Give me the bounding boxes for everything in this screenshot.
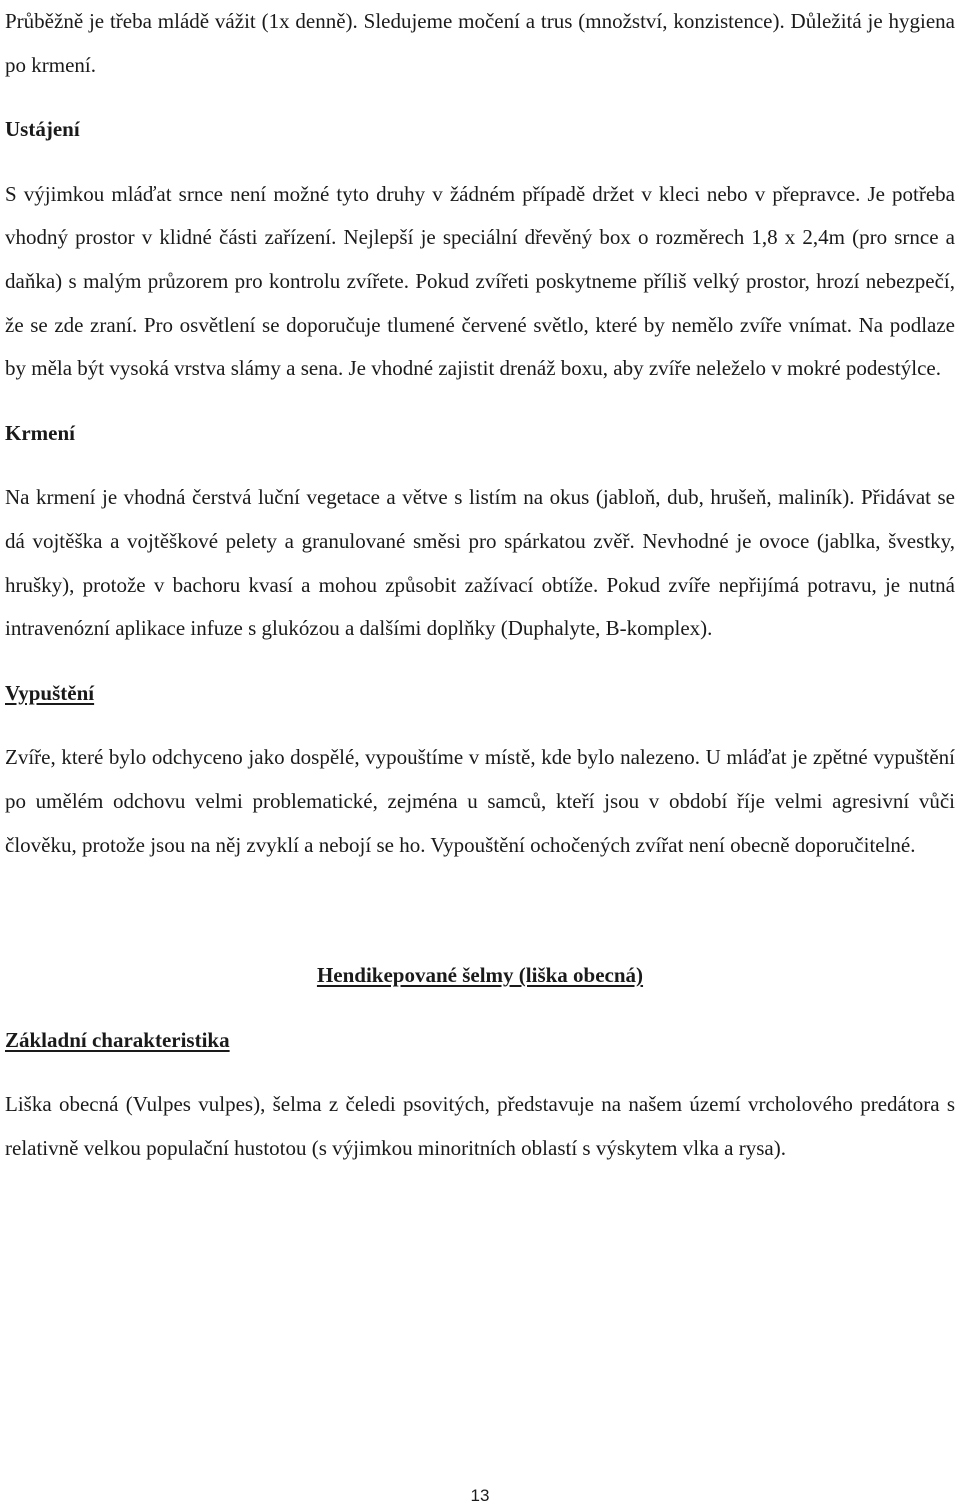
vypusteni-paragraph: Zvíře, které bylo odchyceno jako dospělé, vypouštíme v místě, kde bylo nalezeno. U mláďat je zpětné vypuštění po umělém odchovu velmi problematické, zejména u samců, kteří jsou v období říje velmi agresivní vůči člověku, protože jsou na něj zvyklí a nebojí se ho. Vypouštění ochočených zvířat není obecně doporučitelné. bbox=[5, 745, 955, 857]
ustajeni-paragraph: S výjimkou mláďat srnce není možné tyto druhy v žádném případě držet v kleci nebo v přepravce. Je potřeba vhodný prostor v klidné části zařízení. Nejlepší je speciální dřevěný box o rozměrech 1,8 x 2,4m (pro srnce a daňka) s malým průzorem pro kontrolu zvířete. Pokud zvířeti poskytneme příliš velký prostor, hrozí nebezpečí, že se zde zraní. Pro osvětlení se doporučuje tlumené červené světlo, které by nemělo zvíře vnímat. Na podlaze by měla být vysoká vrstva slámy a sena. Je vhodné zajistit drenáž boxu, aby zvíře neleželo v mokré podestýlce. bbox=[5, 181, 955, 381]
zakladni-paragraph: Liška obecná (Vulpes vulpes), šelma z čeledi psovitých, představuje na našem území vrcholového predátora s relativně velkou populační hustotou (s výjimkou minoritních oblastí s výskytem vlka a rysa). bbox=[5, 1092, 955, 1160]
spacer bbox=[5, 1062, 955, 1083]
document-page bbox=[5, 0, 955, 1170]
spacer bbox=[5, 867, 955, 954]
heading-vypusteni: Vypuštění bbox=[5, 680, 95, 705]
section-title: Hendikepované šelmy (liška obecná) bbox=[316, 963, 644, 988]
intro-paragraph: Průběžně je třeba mládě vážit (1x denně). Sledujeme močení a trus (množství, konzistence). Důležitá je hygiena po krmení. bbox=[5, 9, 955, 77]
heading-zakladni-charakteristika: Základní charakteristika bbox=[5, 1027, 230, 1052]
spacer bbox=[5, 391, 955, 412]
heading-ustajeni: Ustájení bbox=[5, 117, 80, 142]
heading-krmeni: Krmení bbox=[5, 420, 75, 445]
spacer bbox=[5, 998, 955, 1019]
spacer bbox=[5, 152, 955, 173]
spacer bbox=[5, 87, 955, 108]
page-number: 13 bbox=[470, 1486, 490, 1505]
spacer bbox=[5, 651, 955, 672]
spacer bbox=[5, 715, 955, 736]
spacer bbox=[5, 455, 955, 476]
krmeni-paragraph: Na krmení je vhodná čerstvá luční vegetace a větve s listím na okus (jabloň, dub, hrušeň, maliník). Přidávat se dá vojtěška a vojtěškové pelety a granulované směsi pro spárkatou zvěř. Nevhodné je ovoce (jablka, švestky, hrušky), protože v bachoru kvasí a mohou způsobit zažívací obtíže. Pokud zvíře nepřijímá potravu, je nutná intravenózní aplikace infuze s glukózou a dalšími doplňky (Duphalyte, B-komplex). bbox=[5, 485, 955, 641]
